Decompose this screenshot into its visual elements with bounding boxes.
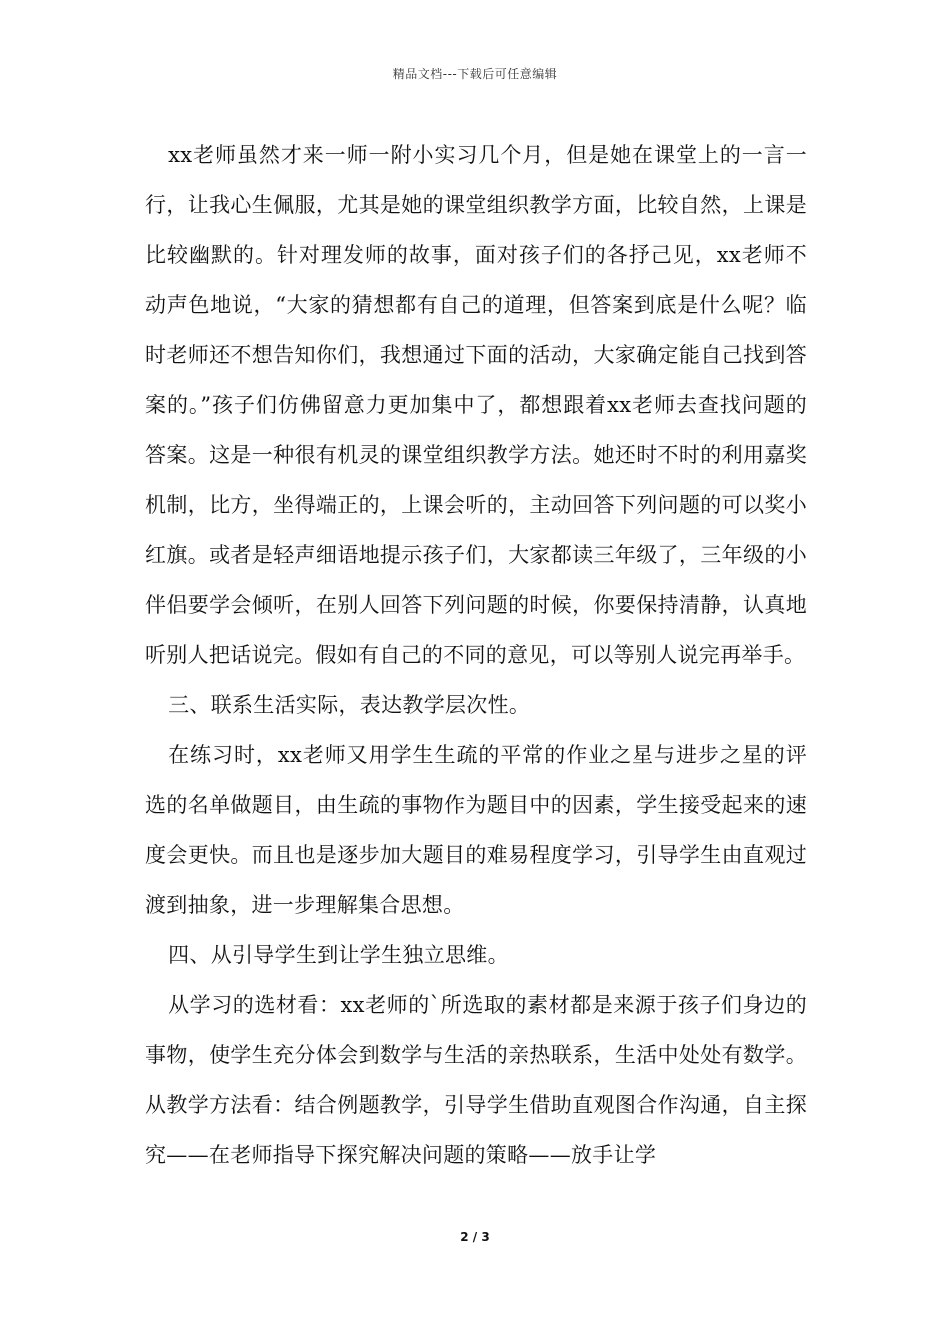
document-body xyxy=(145,130,807,1180)
paragraph-practice: 在练习时，xx老师又用学生生疏的平常的作业之星与进步之星的评选的名单做题目，由生疏的事物作为题目中的因素，学生接受起来的速度会更快。而且也是逐步加大题目的难易程度学习，引导学生由直观过渡到抽象，进一步理解集合思想。 xyxy=(145,743,807,917)
page-number: 2 / 3 xyxy=(460,1230,490,1244)
page-header: 精品文档---下载后可任意编辑 xyxy=(392,67,558,81)
paragraph-materials: 从学习的选材看：xx老师的`所选取的素材都是来源于孩子们身边的事物，使学生充分体会到数学与生活的亲热联系，生活中处处有数学。从教学方法看：结合例题教学，引导学生借助直观图合作沟通，自主探究——在老师指导下探究解决问题的策略——放手让学 xyxy=(145,993,807,1167)
section-heading-4: 四、从引导学生到让学生独立思维。 xyxy=(168,943,509,967)
paragraph-teacher-observation: xx老师虽然才来一师一附小实习几个月，但是她在课堂上的一言一行，让我心生佩服，尤其是她的课堂组织教学方面，比较自然，上课是比较幽默的。针对理发师的故事，面对孩子们的各抒己见，xx老师不动声色地说，“大家的猜想都有自己的道理，但答案到底是什么呢？临时老师还不想告知你们，我想通过下面的活动，大家确定能自己找到答案的。”孩子们仿佛留意力更加集中了，都想跟着xx老师去查找问题的答案。这是一种很有机灵的课堂组织教学方法。她还时不时的利用嘉奖机制，比方，坐得端正的，上课会听的，主动回答下列问题的可以奖小红旗。或者是轻声细语地提示孩子们，大家都读三年级了，三年级的小伴侣要学会倾听，在别人回答下列问题的时候，你要保持清静，认真地听别人把话说完。假如有自己的不同的意见，可以等别人说完再举手。 xyxy=(145,143,807,667)
section-heading-3: 三、联系生活实际，表达教学层次性。 xyxy=(168,693,531,717)
